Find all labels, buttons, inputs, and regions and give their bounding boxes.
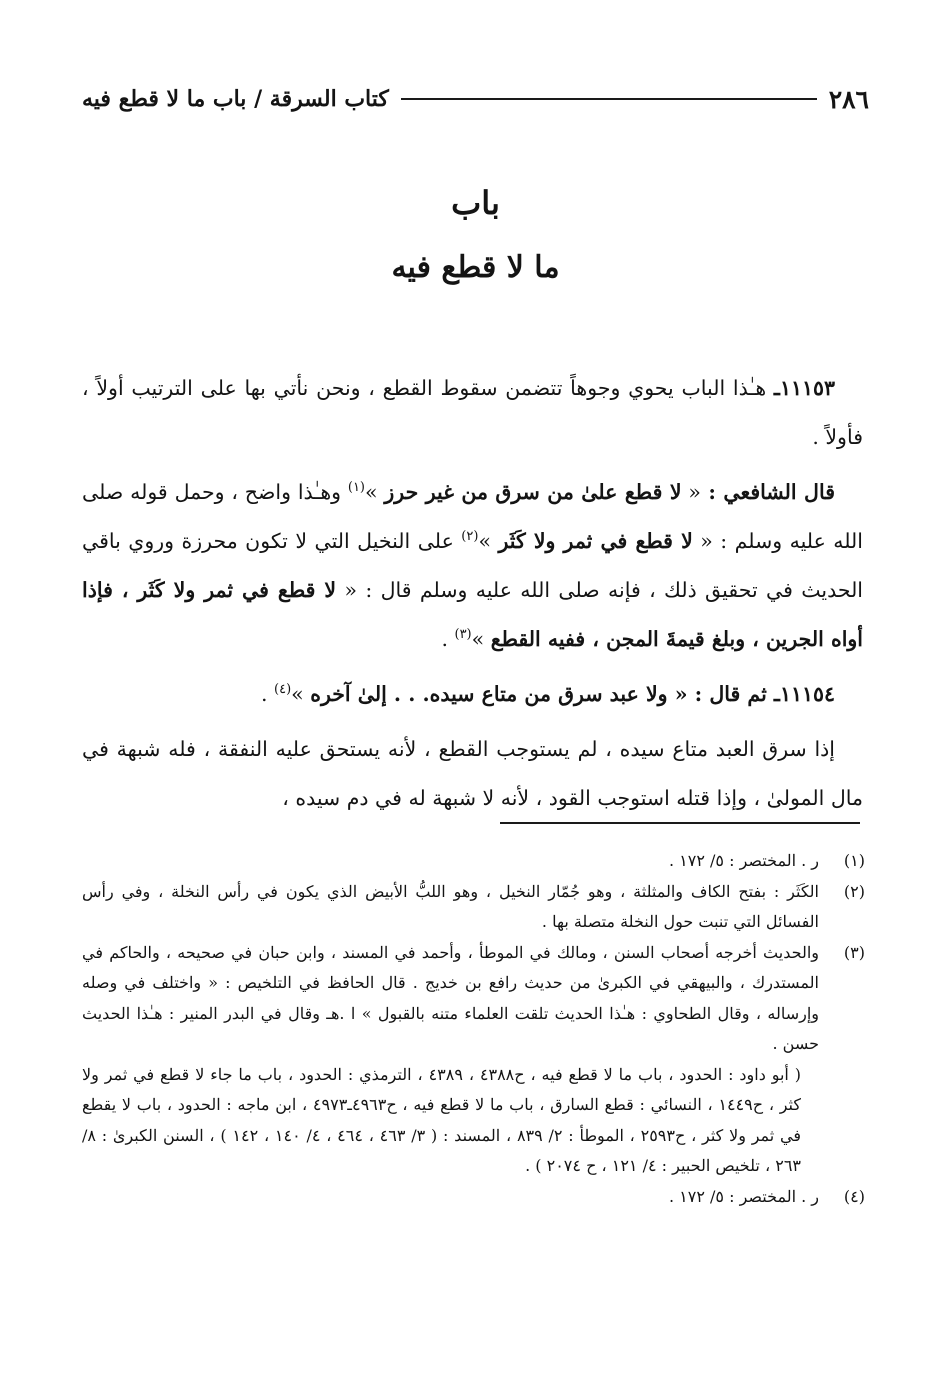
paragraph-number: ١١١٥٣ـ [773, 376, 835, 400]
footnote-ref[interactable]: (٤) [274, 682, 292, 698]
paragraph-slave-theft [82, 725, 863, 823]
footnote-text: ر . المختصر : ٥/ ١٧٢ . [668, 851, 819, 870]
footnote-label: (١) [843, 851, 865, 870]
page-header [82, 82, 869, 116]
page-number: ٢٨٦ [828, 84, 869, 114]
speaker-lead: ثم قال : « [667, 682, 774, 706]
footnotes [82, 846, 865, 1212]
footnote-ref[interactable]: (١) [347, 480, 365, 496]
paragraph-text: إذا سرق العبد متاع سيده ، لم يستوجب القطع ، لأنه يستحق عليه النفقة ، فله شبهة في مال المولىٰ ، وإذا قتله استوجب القود ، لأنه لا شبهة له في دم سيده ، [82, 737, 863, 810]
hadith-quote: لا قطع في ثمر ولا كَثَر ، فإذا أواه الجرين ، وبلغ قيمةَ المجن ، ففيه القطع [82, 578, 863, 651]
quote-close: » [471, 627, 491, 651]
footnote-ref[interactable]: (٣) [454, 627, 472, 643]
footnote-item [82, 846, 865, 877]
chapter-title-line2: ما لا قطع فيه [391, 250, 560, 285]
footnote-label: (٢) [843, 881, 865, 901]
footnote-item [82, 877, 865, 938]
quote-open: « [681, 480, 701, 504]
hadith-quote: لا قطع علىٰ من سرق من غير حرز [384, 480, 682, 504]
paragraph-text: وهـٰذا واضح ، وحمل قوله صلى الله عليه وسلم : « [82, 480, 864, 553]
paragraph-end: . [260, 682, 274, 706]
main-text [82, 364, 863, 829]
chapter-title-line1: باب [451, 184, 500, 222]
footnote-label: (٤) [843, 1186, 865, 1206]
footnote-separator [500, 822, 860, 824]
footnote-ref[interactable]: (٢) [461, 529, 479, 545]
footnote-text: الكَثَر : بفتح الكاف والمثلثة ، وهو جُمّار النخيل ، وهو اللبُّ الأبيض الذي يكون في رأس النخلة ، وفي رأس الفسائل التي تنبت حول النخلة متصلة بها . [82, 881, 819, 931]
paragraph-11154 [82, 670, 863, 719]
paragraph-number: ١١١٥٤ـ [773, 682, 835, 706]
footnote-citations: ( أبو داود : الحدود ، باب ما لا قطع فيه ، ح٤٣٨٨ ، ٤٣٨٩ ، الترمذي : الحدود ، باب ما جاء لا قطع في ثمر ولا كثر ، ح١٤٤٩ ، النسائي : قطع السارق ، باب ما لا قطع فيه ، ح٤٩٦٣ـ٤٩٧٣ ، ابن ماجه : الحدود ، باب لا يقطع في ثمر ولا كثر ، ح٢٥٩٣ ، الموطأ : ٢/ ٨٣٩ ، المسند : ( ٣/ ٤٦٣ ، ٤٦٤ ، ٤/ ١٤٠ ، ١٤٢ ) ، السنن الكبرىٰ : ٨/ ٢٦٣ ، تلخيص الحبير : ٤/ ١٢١ ، ح ٢٠٧٤ ) . [82, 1064, 802, 1175]
paragraph-text: على النخيل التي لا تكون محرزة وروي باقي الحديث في تحقيق ذلك ، فإنه صلى الله عليه وسلم قال : « [82, 529, 864, 602]
header-rule [401, 98, 817, 100]
quote-close: » [291, 682, 311, 706]
paragraph-11153 [82, 364, 863, 462]
running-title: كتاب السرقة / باب ما لا قطع فيه [82, 86, 389, 112]
footnote-text: ر . المختصر : ٥/ ١٧٢ . [668, 1186, 819, 1206]
footnote-text: والحديث أخرجه أصحاب السنن ، ومالك في الموطأ ، وأحمد في المسند ، وابن حبان في صحيحه ، والحاكم في المستدرك ، والبيهقي في الكبرىٰ من حديث رافع بن خديج . قال الحافظ في التلخيص : « واختلف في وصله وإرساله ، وقال الطحاوي : هـٰذا الحديث تلقت العلماء متنه بالقبول » ا .هـ وقال في البدر المنير : هـٰذا الحديث حسن . [82, 942, 819, 1053]
quote-close: » [365, 480, 385, 504]
speaker-lead: قال الشافعي : [700, 480, 835, 504]
quote-close: » [478, 529, 499, 553]
hadith-quote: لا قطع في ثمر ولا كَثَر [498, 529, 693, 553]
paragraph-shafii [82, 468, 863, 664]
paragraph-text: هـٰذا الباب يحوي وجوهاً تتضمن سقوط القطع ، ونحن نأتي بها على الترتيب أولاً ، فأولاً . [82, 376, 863, 449]
paragraph-end: . [441, 627, 455, 651]
hadith-quote: ولا عبد سرق من متاع سيده. . . إلىٰ آخره [310, 682, 668, 706]
footnote-item [82, 938, 865, 1060]
footnote-item [82, 1182, 865, 1213]
footnote-label: (٣) [843, 942, 865, 962]
